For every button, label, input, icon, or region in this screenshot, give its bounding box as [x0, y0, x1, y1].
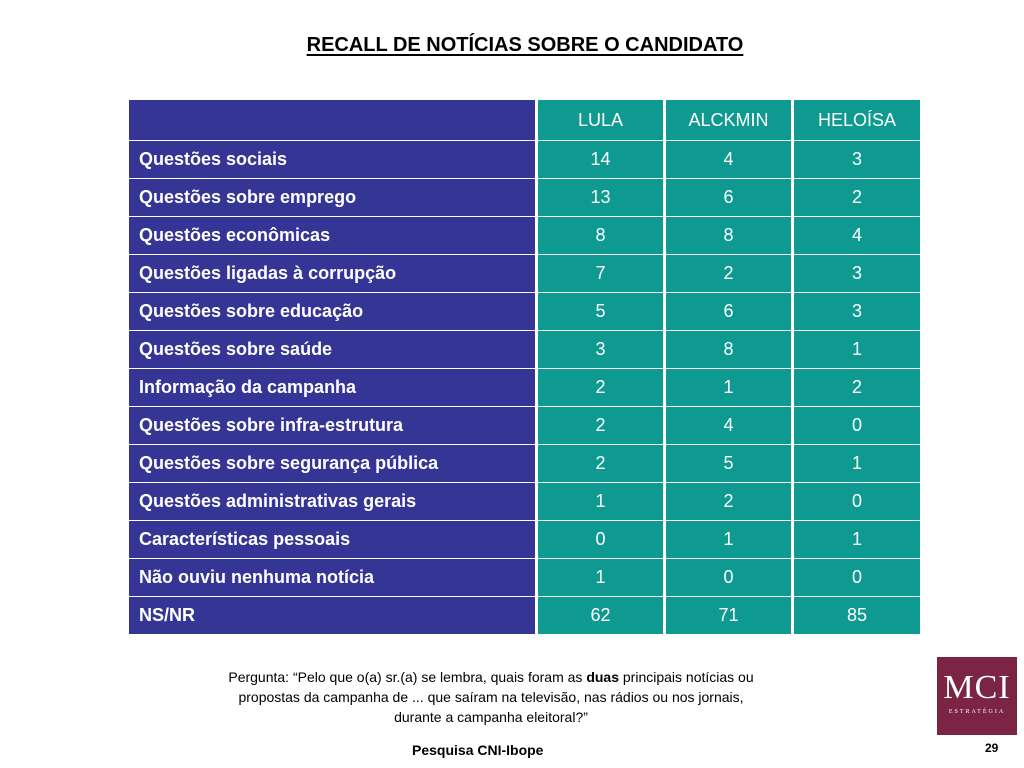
- logo-name: MCI: [943, 669, 1011, 706]
- table-row: [129, 254, 920, 292]
- row-label: NS/NR: [129, 596, 538, 634]
- table-row: [129, 140, 920, 178]
- header-corner-cell: [129, 100, 538, 140]
- table-row: [129, 558, 920, 596]
- value-cell: 4: [666, 406, 794, 444]
- row-label: Questões sobre emprego: [129, 178, 538, 216]
- value-cell: 1: [794, 444, 920, 482]
- value-cell: 5: [538, 292, 666, 330]
- row-label: Questões sociais: [129, 140, 538, 178]
- value-cell: 0: [794, 482, 920, 520]
- value-cell: 2: [666, 254, 794, 292]
- value-cell: 13: [538, 178, 666, 216]
- row-label: Não ouviu nenhuma notícia: [129, 558, 538, 596]
- value-cell: 0: [794, 406, 920, 444]
- value-cell: 3: [794, 140, 920, 178]
- mci-logo: [937, 657, 1017, 735]
- value-cell: 6: [666, 178, 794, 216]
- row-label: Questões sobre infra-estrutura: [129, 406, 538, 444]
- table-row: [129, 444, 920, 482]
- table-row: [129, 482, 920, 520]
- row-label: Características pessoais: [129, 520, 538, 558]
- value-cell: 0: [538, 520, 666, 558]
- row-label: Questões econômicas: [129, 216, 538, 254]
- table-row: [129, 216, 920, 254]
- value-cell: 4: [666, 140, 794, 178]
- row-label: Informação da campanha: [129, 368, 538, 406]
- value-cell: 1: [666, 368, 794, 406]
- value-cell: 1: [666, 520, 794, 558]
- value-cell: 1: [794, 520, 920, 558]
- footnote-text: principais notícias ou propostas da campanha de ... que saíram na televisão, nas rádios ou nos jornais, durante a campanha eleitoral?”: [238, 669, 754, 725]
- value-cell: 2: [538, 368, 666, 406]
- column-header: ALCKMIN: [666, 100, 794, 140]
- row-label: Questões administrativas gerais: [129, 482, 538, 520]
- page-title: RECALL DE NOTÍCIAS SOBRE O CANDIDATO: [306, 34, 744, 56]
- column-header: LULA: [538, 100, 666, 140]
- table-row: [129, 292, 920, 330]
- value-cell: 1: [794, 330, 920, 368]
- row-label: Questões sobre educação: [129, 292, 538, 330]
- value-cell: 6: [666, 292, 794, 330]
- page-number: 29: [985, 741, 999, 755]
- value-cell: 1: [538, 558, 666, 596]
- value-cell: 3: [538, 330, 666, 368]
- value-cell: 2: [538, 444, 666, 482]
- column-header: HELOÍSA: [794, 100, 920, 140]
- value-cell: 8: [538, 216, 666, 254]
- table-row: [129, 406, 920, 444]
- row-label: Questões sobre segurança pública: [129, 444, 538, 482]
- value-cell: 0: [794, 558, 920, 596]
- recall-table: [129, 100, 920, 634]
- logo-tagline: ESTRATÉGIA: [948, 709, 1006, 715]
- value-cell: 7: [538, 254, 666, 292]
- table-header-row: [129, 100, 920, 140]
- value-cell: 1: [538, 482, 666, 520]
- row-label: Questões sobre saúde: [129, 330, 538, 368]
- table-row: [129, 330, 920, 368]
- value-cell: 71: [666, 596, 794, 634]
- value-cell: 8: [666, 330, 794, 368]
- row-label: Questões ligadas à corrupção: [129, 254, 538, 292]
- value-cell: 3: [794, 254, 920, 292]
- table-row: [129, 520, 920, 558]
- value-cell: 5: [666, 444, 794, 482]
- source-label: Pesquisa CNI-Ibope: [412, 742, 544, 758]
- table-row: [129, 368, 920, 406]
- value-cell: 8: [666, 216, 794, 254]
- table-row: [129, 178, 920, 216]
- value-cell: 62: [538, 596, 666, 634]
- footnote-emphasis: duas: [586, 669, 619, 685]
- footnote-text: Pergunta: “Pelo que o(a) sr.(a) se lembra, quais foram as: [228, 669, 587, 685]
- value-cell: 2: [794, 178, 920, 216]
- value-cell: 2: [666, 482, 794, 520]
- value-cell: 3: [794, 292, 920, 330]
- value-cell: 14: [538, 140, 666, 178]
- question-footnote: [222, 667, 760, 727]
- table-row: [129, 596, 920, 634]
- value-cell: 2: [794, 368, 920, 406]
- value-cell: 0: [666, 558, 794, 596]
- value-cell: 2: [538, 406, 666, 444]
- value-cell: 4: [794, 216, 920, 254]
- value-cell: 85: [794, 596, 920, 634]
